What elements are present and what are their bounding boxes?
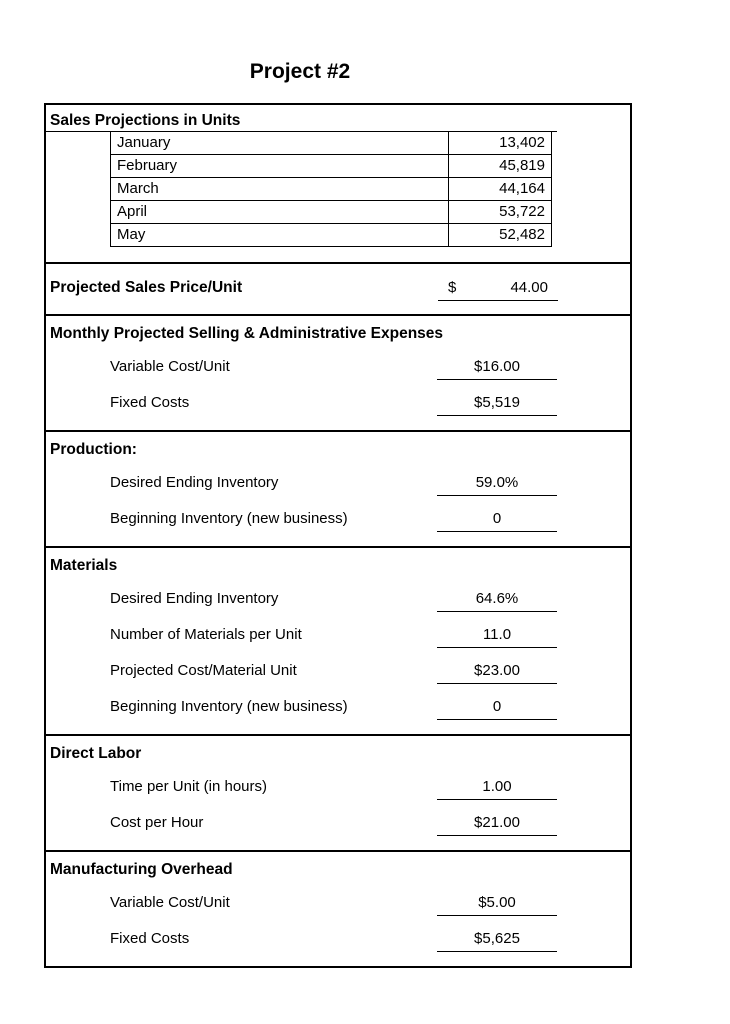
worksheet	[44, 103, 632, 968]
materials-header: Materials	[50, 557, 118, 574]
section-direct-labor	[46, 734, 630, 850]
production-row	[46, 508, 630, 532]
row-value: 0	[437, 508, 557, 532]
row-value: 59.0%	[437, 472, 557, 496]
row-label: Desired Ending Inventory	[110, 590, 279, 607]
sales-projections-header: Sales Projections in Units	[46, 111, 557, 132]
currency-symbol: $	[448, 279, 457, 296]
row-value: 64.6%	[437, 588, 557, 612]
month-row	[111, 178, 552, 201]
row-label: Variable Cost/Unit	[110, 358, 230, 375]
production-header: Production:	[50, 441, 137, 458]
row-value: 1.00	[437, 776, 557, 800]
units-cell: 44,164	[449, 178, 552, 201]
section-sales-projections	[46, 105, 630, 262]
manufacturing-overhead-header: Manufacturing Overhead	[50, 861, 233, 878]
month-row	[111, 155, 552, 178]
month-row	[111, 201, 552, 224]
row-value: $16.00	[437, 356, 557, 380]
row-label: Number of Materials per Unit	[110, 626, 302, 643]
row-label: Beginning Inventory (new business)	[110, 510, 348, 527]
month-cell: May	[111, 224, 449, 247]
materials-row	[46, 696, 630, 720]
row-label: Beginning Inventory (new business)	[110, 698, 348, 715]
row-label: Projected Cost/Material Unit	[110, 662, 297, 679]
row-value: $5,519	[437, 392, 557, 416]
row-value: $5,625	[437, 928, 557, 952]
direct-labor-row	[46, 812, 630, 836]
section-materials	[46, 546, 630, 734]
row-value: $5.00	[437, 892, 557, 916]
row-value: 11.0	[437, 624, 557, 648]
page-title: Project #2	[249, 60, 351, 83]
row-label: Variable Cost/Unit	[110, 894, 230, 911]
row-label: Desired Ending Inventory	[110, 474, 279, 491]
section-manufacturing-overhead	[46, 850, 630, 966]
expense-row	[46, 392, 630, 416]
month-cell: January	[111, 132, 449, 155]
materials-row	[46, 588, 630, 612]
row-value: $21.00	[437, 812, 557, 836]
direct-labor-row	[46, 776, 630, 800]
materials-row	[46, 624, 630, 648]
overhead-row	[46, 892, 630, 916]
expense-row	[46, 356, 630, 380]
row-value: $23.00	[437, 660, 557, 684]
section-selling-admin	[46, 314, 630, 430]
units-cell: 13,402	[449, 132, 552, 155]
materials-row	[46, 660, 630, 684]
row-label: Fixed Costs	[110, 930, 190, 947]
sales-price-label: Projected Sales Price/Unit	[50, 279, 243, 296]
direct-labor-header: Direct Labor	[50, 745, 142, 762]
row-value: 0	[437, 696, 557, 720]
section-sales-price	[46, 262, 630, 314]
price-amount: 44.00	[510, 279, 548, 296]
month-row	[111, 132, 552, 155]
sales-projections-table	[110, 131, 552, 247]
month-cell: February	[111, 155, 449, 178]
production-row	[46, 472, 630, 496]
row-label: Fixed Costs	[110, 394, 190, 411]
row-label: Cost per Hour	[110, 814, 204, 831]
selling-admin-header: Monthly Projected Selling & Administrative Expenses	[50, 325, 444, 342]
units-cell: 45,819	[449, 155, 552, 178]
month-cell: April	[111, 201, 449, 224]
month-row	[111, 224, 552, 247]
sales-price-value	[438, 277, 558, 301]
units-cell: 52,482	[449, 224, 552, 247]
units-cell: 53,722	[449, 201, 552, 224]
section-production	[46, 430, 630, 546]
row-label: Time per Unit (in hours)	[110, 778, 267, 795]
overhead-row	[46, 928, 630, 952]
sales-price-row	[46, 277, 630, 301]
month-cell: March	[111, 178, 449, 201]
